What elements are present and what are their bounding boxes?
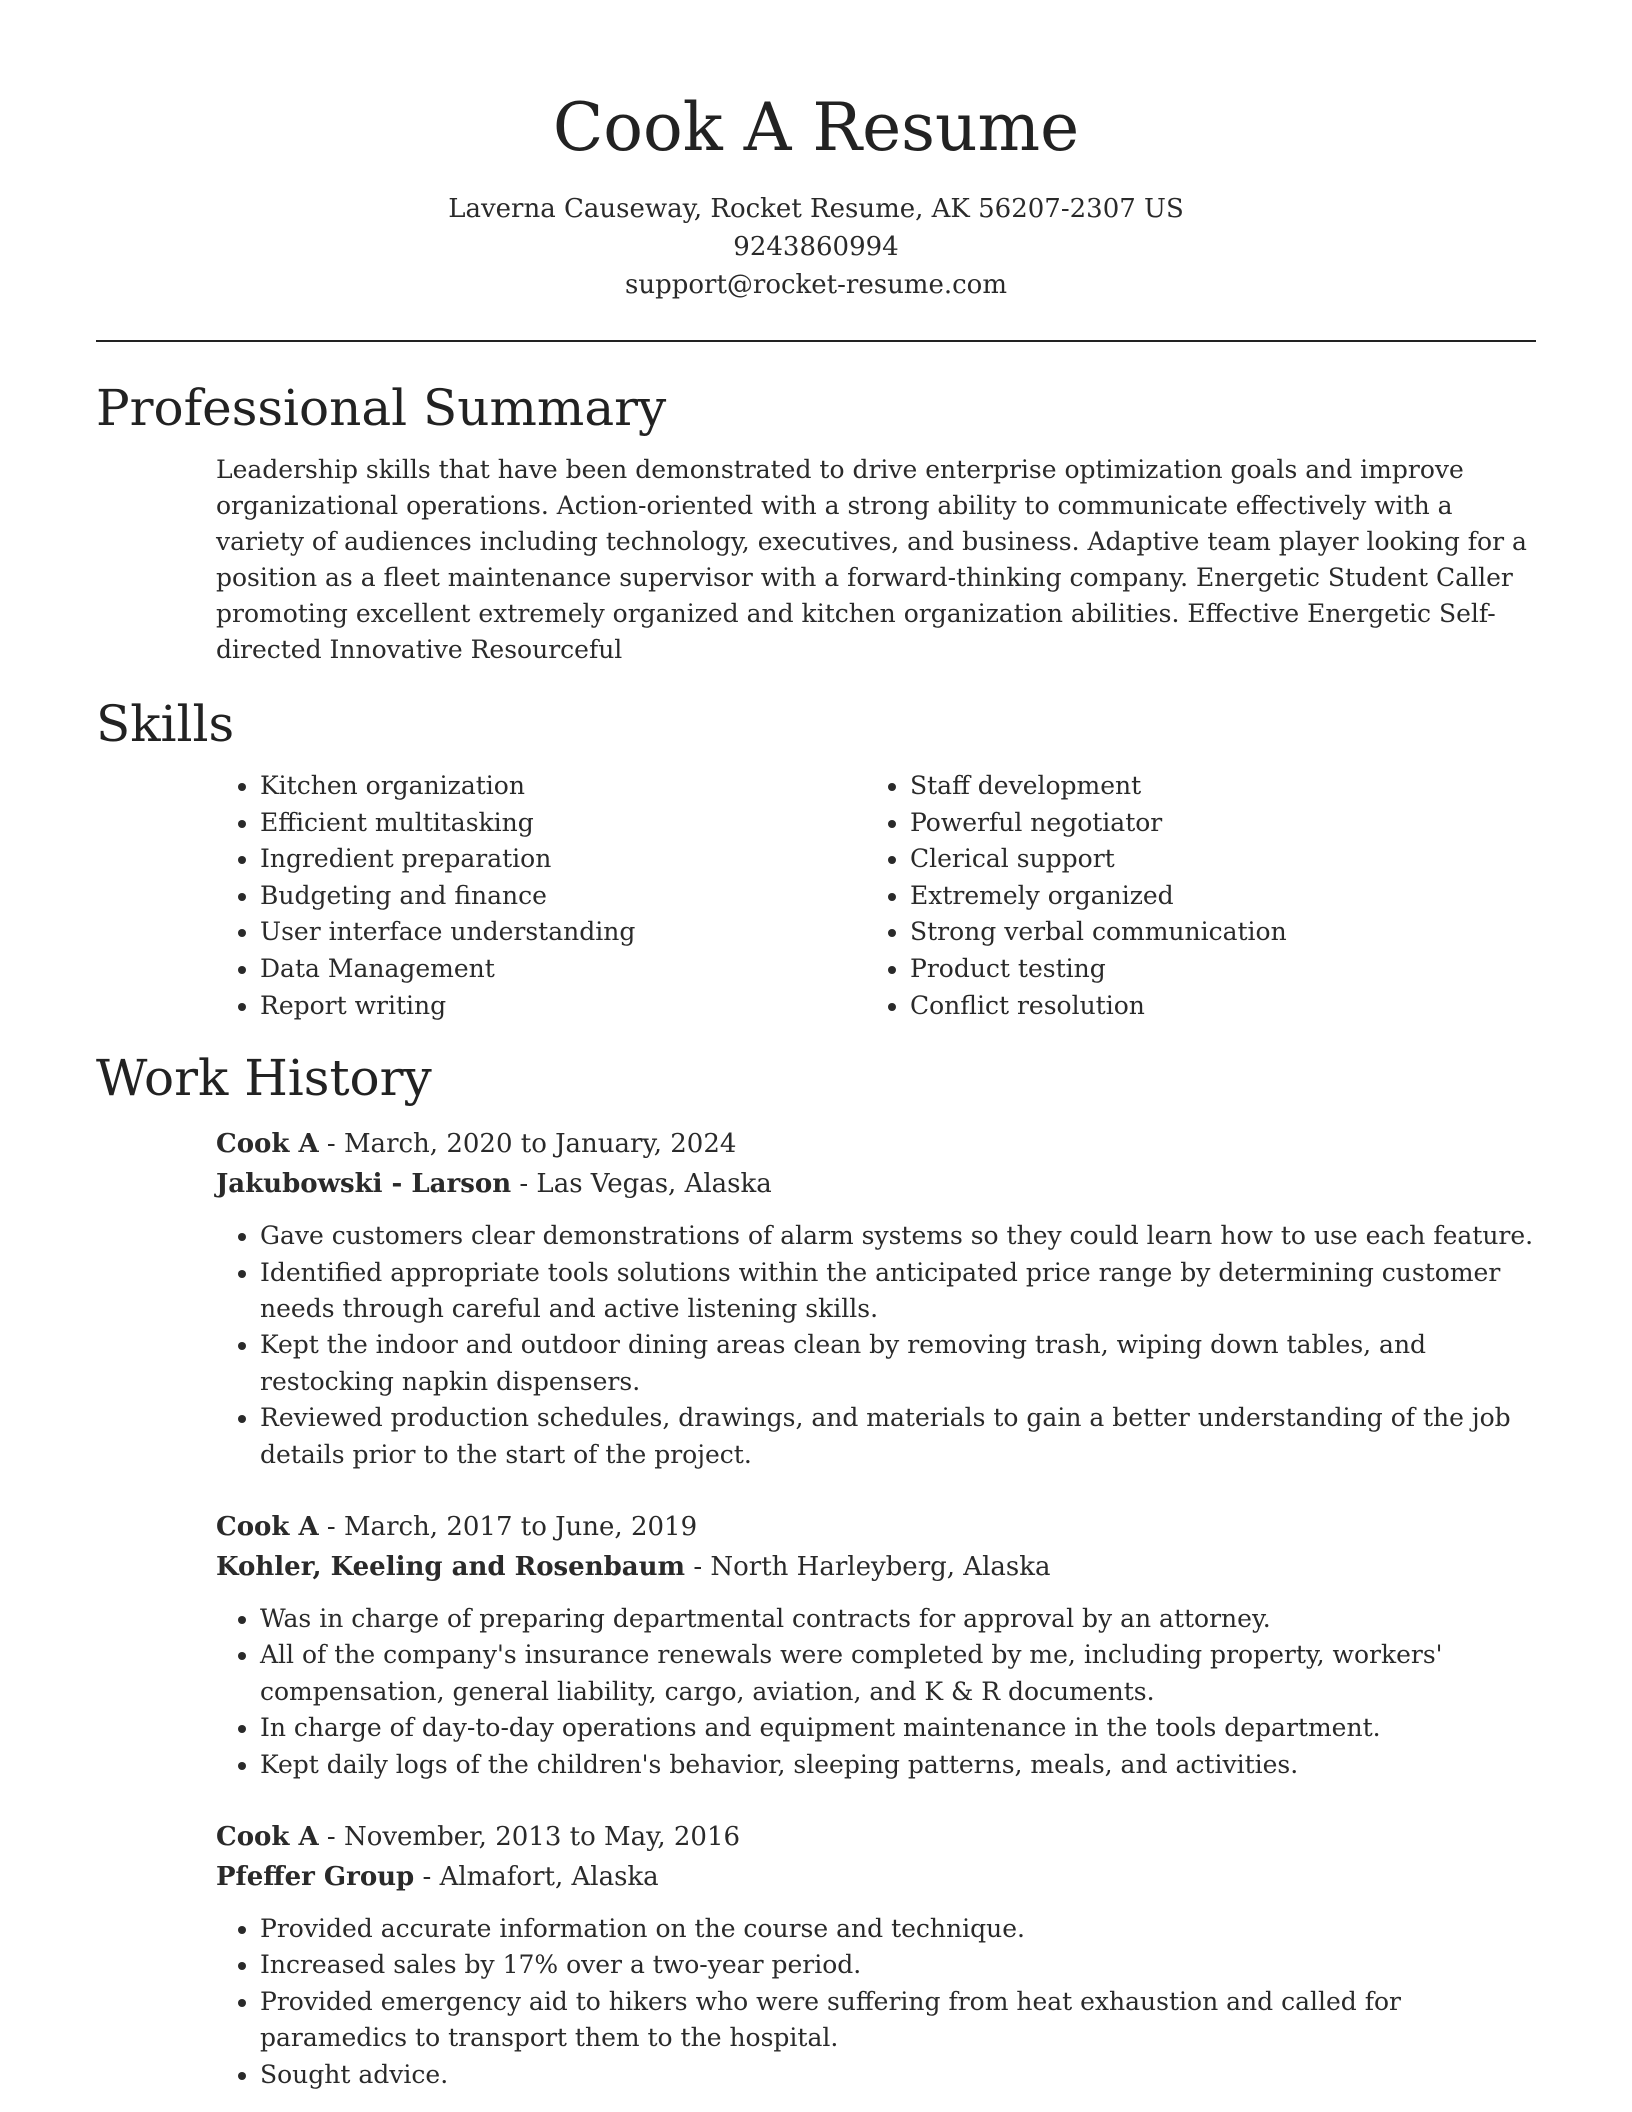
skill-item: • Conflict resolution <box>910 988 1516 1025</box>
header-divider <box>96 340 1536 342</box>
job-company: Kohler, Keeling and Rosenbaum <box>216 1552 686 1582</box>
job-title: Cook A <box>216 1822 319 1853</box>
skills-heading: Skills <box>96 695 235 753</box>
job-dates: - March, 2017 to June, 2019 <box>318 1512 698 1542</box>
job-company-line <box>216 1547 1536 1587</box>
resume-page <box>96 0 1536 2093</box>
skill-item: • Report writing <box>260 988 866 1025</box>
skill-item: • Powerful negotiator <box>910 805 1516 842</box>
job-title: Cook A <box>216 1512 319 1542</box>
contact-phone: 9243860994 <box>733 232 899 262</box>
job-bullet: • In charge of day-to-day operations and equipment maintenance in the tools department. <box>260 1710 1536 1746</box>
job-company: Jakubowski - Larson <box>216 1169 512 1200</box>
job-title-line <box>216 1817 1536 1857</box>
job-bullet: • Kept daily logs of the children's behavior, sleeping patterns, meals, and activities. <box>260 1747 1536 1783</box>
job-dates: - November, 2013 to May, 2016 <box>318 1822 741 1853</box>
job-bullet: • Provided emergency aid to hikers who were suffering from heat exhaustion and called for paramedics to transport them to the hospital. <box>260 1984 1536 2057</box>
skill-item: • Clerical support <box>910 841 1516 878</box>
job-bullets <box>216 1911 1536 2093</box>
job-entry <box>216 1124 1536 1473</box>
job-bullets <box>216 1218 1536 1473</box>
job-title: Cook A <box>216 1129 319 1160</box>
skill-item: • User interface understanding <box>260 914 866 951</box>
job-title-line <box>216 1124 1536 1164</box>
job-bullet: • Provided accurate information on the course and technique. <box>260 1911 1536 1947</box>
job-bullet: • Reviewed production schedules, drawings, and materials to gain a better understanding of the job details prior to the start of the project. <box>260 1400 1536 1473</box>
job-location: - Almafort, Alaska <box>414 1862 659 1893</box>
job-entry <box>216 1817 1536 2093</box>
job-company-line <box>216 1857 1536 1897</box>
skills-column-right <box>866 768 1516 1024</box>
job-location: - North Harleyberg, Alaska <box>685 1552 1051 1582</box>
summary-heading: Professional Summary <box>96 379 667 437</box>
job-bullet: • Increased sales by 17% over a two-year period. <box>260 1947 1536 1983</box>
skill-item: • Ingredient preparation <box>260 841 866 878</box>
skills-column-left <box>216 768 866 1024</box>
skill-item: • Efficient multitasking <box>260 805 866 842</box>
resume-header <box>96 0 1536 304</box>
job-bullets <box>216 1601 1536 1783</box>
contact-email: support@rocket-resume.com <box>624 270 1007 300</box>
skill-item: • Extremely organized <box>910 878 1516 915</box>
job-entry <box>216 1507 1536 1783</box>
work-history-heading: Work History <box>96 1049 432 1108</box>
job-bullet: • Gave customers clear demonstrations of alarm systems so they could learn how to use each feature. <box>260 1218 1536 1254</box>
job-company-line <box>216 1164 1536 1204</box>
skill-item: • Strong verbal communication <box>910 914 1516 951</box>
job-company: Pfeffer Group <box>216 1862 415 1893</box>
job-bullet: • All of the company's insurance renewals were completed by me, including property, workers' compensation, general liability, cargo, aviation, and K & R documents. <box>260 1637 1536 1710</box>
contact-address: Laverna Causeway, Rocket Resume, AK 56207-2307 US <box>448 194 1184 224</box>
summary-text: Leadership skills that have been demonstrated to drive enterprise optimization goals and improve organizational operations. Action-oriented with a strong ability to communicate effectively with a variety of audiences including technology, executives, and business. Adaptive team player looking for a position as a fleet maintenance supervisor with a forward-thinking company. Energetic Student Caller promoting excellent extremely organized and kitchen organization abilities. Effective Energetic Self-directed Innovative Resourceful <box>216 455 1527 664</box>
skill-item: • Product testing <box>910 951 1516 988</box>
job-bullet: • Identified appropriate tools solutions within the anticipated price range by determining customer needs through careful and active listening skills. <box>260 1255 1536 1328</box>
job-bullet: • Kept the indoor and outdoor dining areas clean by removing trash, wiping down tables, and restocking napkin dispensers. <box>260 1327 1536 1400</box>
skill-item: • Staff development <box>910 768 1516 805</box>
skill-item: • Budgeting and finance <box>260 878 866 915</box>
job-title-line <box>216 1507 1536 1547</box>
resume-name: Cook A Resume <box>552 89 1080 166</box>
skill-item: • Kitchen organization <box>260 768 866 805</box>
job-location: - Las Vegas, Alaska <box>511 1169 772 1200</box>
skill-item: • Data Management <box>260 951 866 988</box>
skills-grid <box>216 768 1536 1024</box>
job-dates: - March, 2020 to January, 2024 <box>318 1129 737 1160</box>
job-bullet: • Sought advice. <box>260 2057 1536 2093</box>
job-bullet: • Was in charge of preparing departmental contracts for approval by an attorney. <box>260 1601 1536 1637</box>
